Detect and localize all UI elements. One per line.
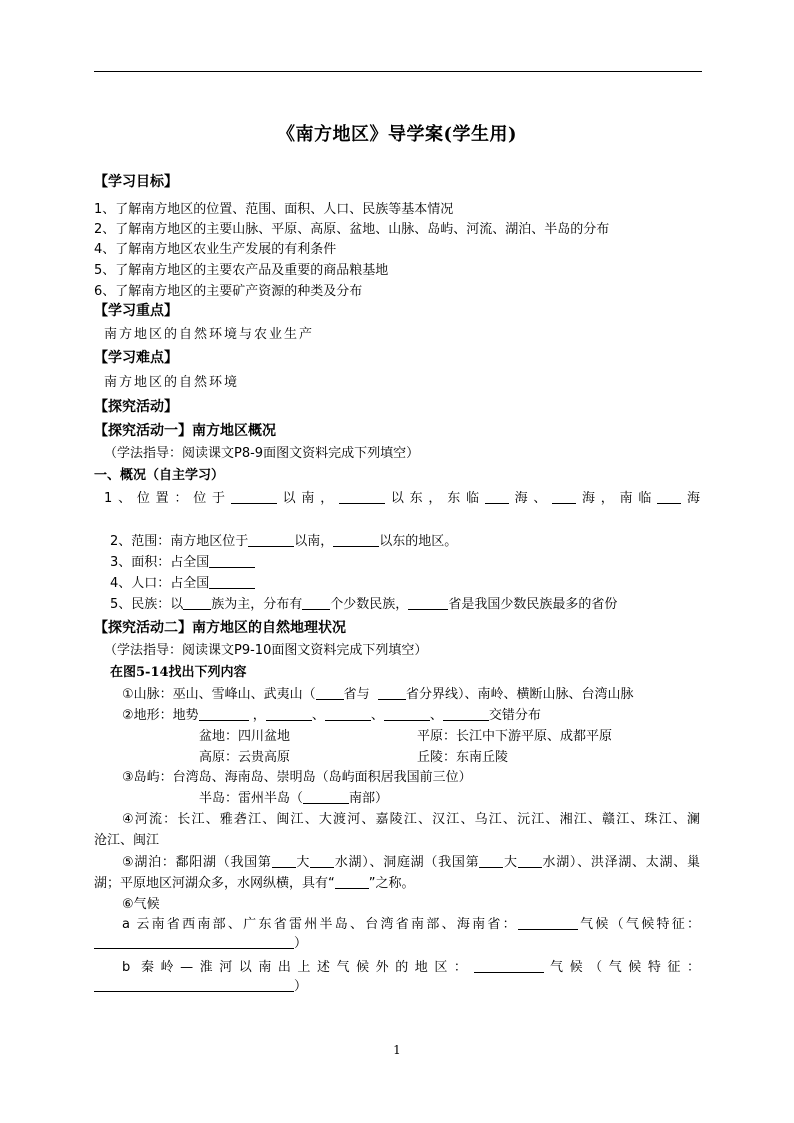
climate-heading: ⑥气候	[122, 897, 160, 912]
blank-terrain-3[interactable]	[384, 706, 430, 721]
blank-dongting-rank[interactable]	[479, 853, 503, 868]
lakes-line: ⑤湖泊：鄱阳湖（我国第 大 水湖）、洞庭湖（我国第 大 水湖）、洪泽湖、太湖、巢	[122, 855, 700, 870]
objective-item: 6、了解南方地区的主要矿产资源的种类及分布	[94, 284, 363, 299]
difficulty-text: 南方地区的自然环境	[104, 375, 240, 390]
climate-a-line: a 云南省西南部、广东省雷州半岛、台湾省南部、海南省： 气候（气候特征：	[122, 917, 700, 932]
blank-climate-a-feature[interactable]	[94, 934, 294, 949]
mountains-line: ①山脉：巫山、雪峰山、武夷山（ 省与 省分界线）、南岭、横断山脉、台湾山脉	[122, 687, 634, 702]
blank-terrain-1[interactable]	[266, 706, 312, 721]
blank-location-north[interactable]	[231, 489, 277, 504]
page-number: 1	[393, 1043, 401, 1057]
terrain-line: ②地形：地势 ， 、 、 、 交错分布	[122, 708, 541, 723]
overview-heading: 一、概况（自主学习）	[94, 468, 225, 483]
blank-range-north[interactable]	[248, 532, 294, 547]
blank-dongting-type[interactable]	[518, 853, 542, 868]
objective-item: 2、了解南方地区的主要山脉、平原、高原、盆地、山脉、岛屿、河流、湖泊、半岛的分布	[94, 222, 610, 237]
blank-climate-a-type[interactable]	[518, 915, 578, 930]
blank-location-west[interactable]	[339, 489, 385, 504]
blank-south-sea[interactable]	[657, 489, 681, 504]
rivers-line: ④河流：长江、雅砻江、闽江、大渡河、嘉陵江、汉江、乌江、沅江、湘江、赣江、珠江、澜	[122, 812, 700, 827]
blank-east-sea-2[interactable]	[552, 489, 576, 504]
blank-terrain-2[interactable]	[325, 706, 371, 721]
objective-item: 4、了解南方地区农业生产发展的有利条件	[94, 242, 337, 257]
plateau-line: 高原：云贵高原	[199, 750, 291, 765]
activity-one-guide: （学法指导：阅读课文P8-9面图文资料完成下列填空）	[104, 446, 420, 461]
rivers-line-cont: 沧江、闽江	[94, 833, 160, 848]
blank-range-west[interactable]	[333, 532, 379, 547]
blank-area[interactable]	[209, 553, 255, 568]
objectives-heading: 【学习目标】	[94, 174, 178, 190]
blank-minority-count[interactable]	[302, 595, 330, 610]
activity-two-heading: 【探究活动二】南方地区的自然地理状况	[94, 620, 346, 636]
key-points-heading: 【学习重点】	[94, 303, 178, 319]
blank-poyang-type[interactable]	[310, 853, 334, 868]
blank-mountain-province-1[interactable]	[316, 685, 344, 700]
page-title: 《南方地区》导学案(学生用)	[276, 124, 518, 145]
blank-east-sea-1[interactable]	[485, 489, 509, 504]
question-range: 2、范围：南方地区位于 以南， 以东的地区。	[110, 534, 458, 549]
question-area: 3、面积：占全国	[110, 553, 255, 573]
blank-poyang-rank[interactable]	[272, 853, 296, 868]
key-points-text: 南方地区的自然环境与农业生产	[104, 327, 315, 342]
figure-instruction: 在图5-14找出下列内容	[110, 665, 247, 680]
objective-item: 1、了解南方地区的位置、范围、面积、人口、民族等基本情况	[94, 202, 454, 217]
climate-b-line: b 秦岭—淮河以南出上述气候外的地区： 气候（气候特征：	[122, 960, 700, 975]
blank-region-nickname[interactable]	[335, 874, 369, 889]
header-rule	[94, 71, 702, 72]
climate-a-feature: ）	[94, 934, 307, 954]
blank-climate-b-feature[interactable]	[94, 977, 294, 992]
peninsula-line: 半岛：雷州半岛（ 南部）	[199, 791, 389, 806]
islands-line: ③岛屿：台湾岛、海南岛、崇明岛（岛屿面积居我国前三位）	[122, 770, 472, 785]
blank-terrain-4[interactable]	[443, 706, 489, 721]
lakes-line-cont: 湖；平原地区河湖众多，水网纵横，具有“ ”之称。	[94, 876, 415, 891]
blank-population[interactable]	[209, 574, 255, 589]
activity-one-heading: 【探究活动一】南方地区概况	[94, 423, 276, 439]
plain-line: 平原：长江中下游平原、成都平原	[417, 729, 613, 744]
explore-heading: 【探究活动】	[94, 399, 178, 415]
blank-mountain-province-2[interactable]	[378, 685, 406, 700]
question-ethnicity: 5、民族：以 族为主，分布有 个少数民族， 省是我国少数民族最多的省份	[110, 597, 618, 612]
blank-climate-b-type[interactable]	[474, 958, 544, 973]
climate-b-feature: ）	[94, 977, 307, 997]
blank-terrain-trend[interactable]	[199, 706, 249, 721]
activity-two-guide: （学法指导：阅读课文P9-10面图文资料完成下列填空）	[104, 643, 428, 658]
blank-province[interactable]	[408, 595, 448, 610]
blank-peninsula-province[interactable]	[303, 789, 349, 804]
hills-line: 丘陵：东南丘陵	[417, 750, 509, 765]
blank-main-ethnic[interactable]	[183, 595, 211, 610]
difficulty-heading: 【学习难点】	[94, 350, 178, 366]
objective-item: 5、了解南方地区的主要农产品及重要的商品粮基地	[94, 263, 389, 278]
question-population: 4、人口：占全国	[110, 574, 255, 594]
basin-line: 盆地：四川盆地	[199, 729, 291, 744]
question-location: 1、位置：位于 以南， 以东，东临 海、 海，南临 海	[104, 491, 700, 506]
